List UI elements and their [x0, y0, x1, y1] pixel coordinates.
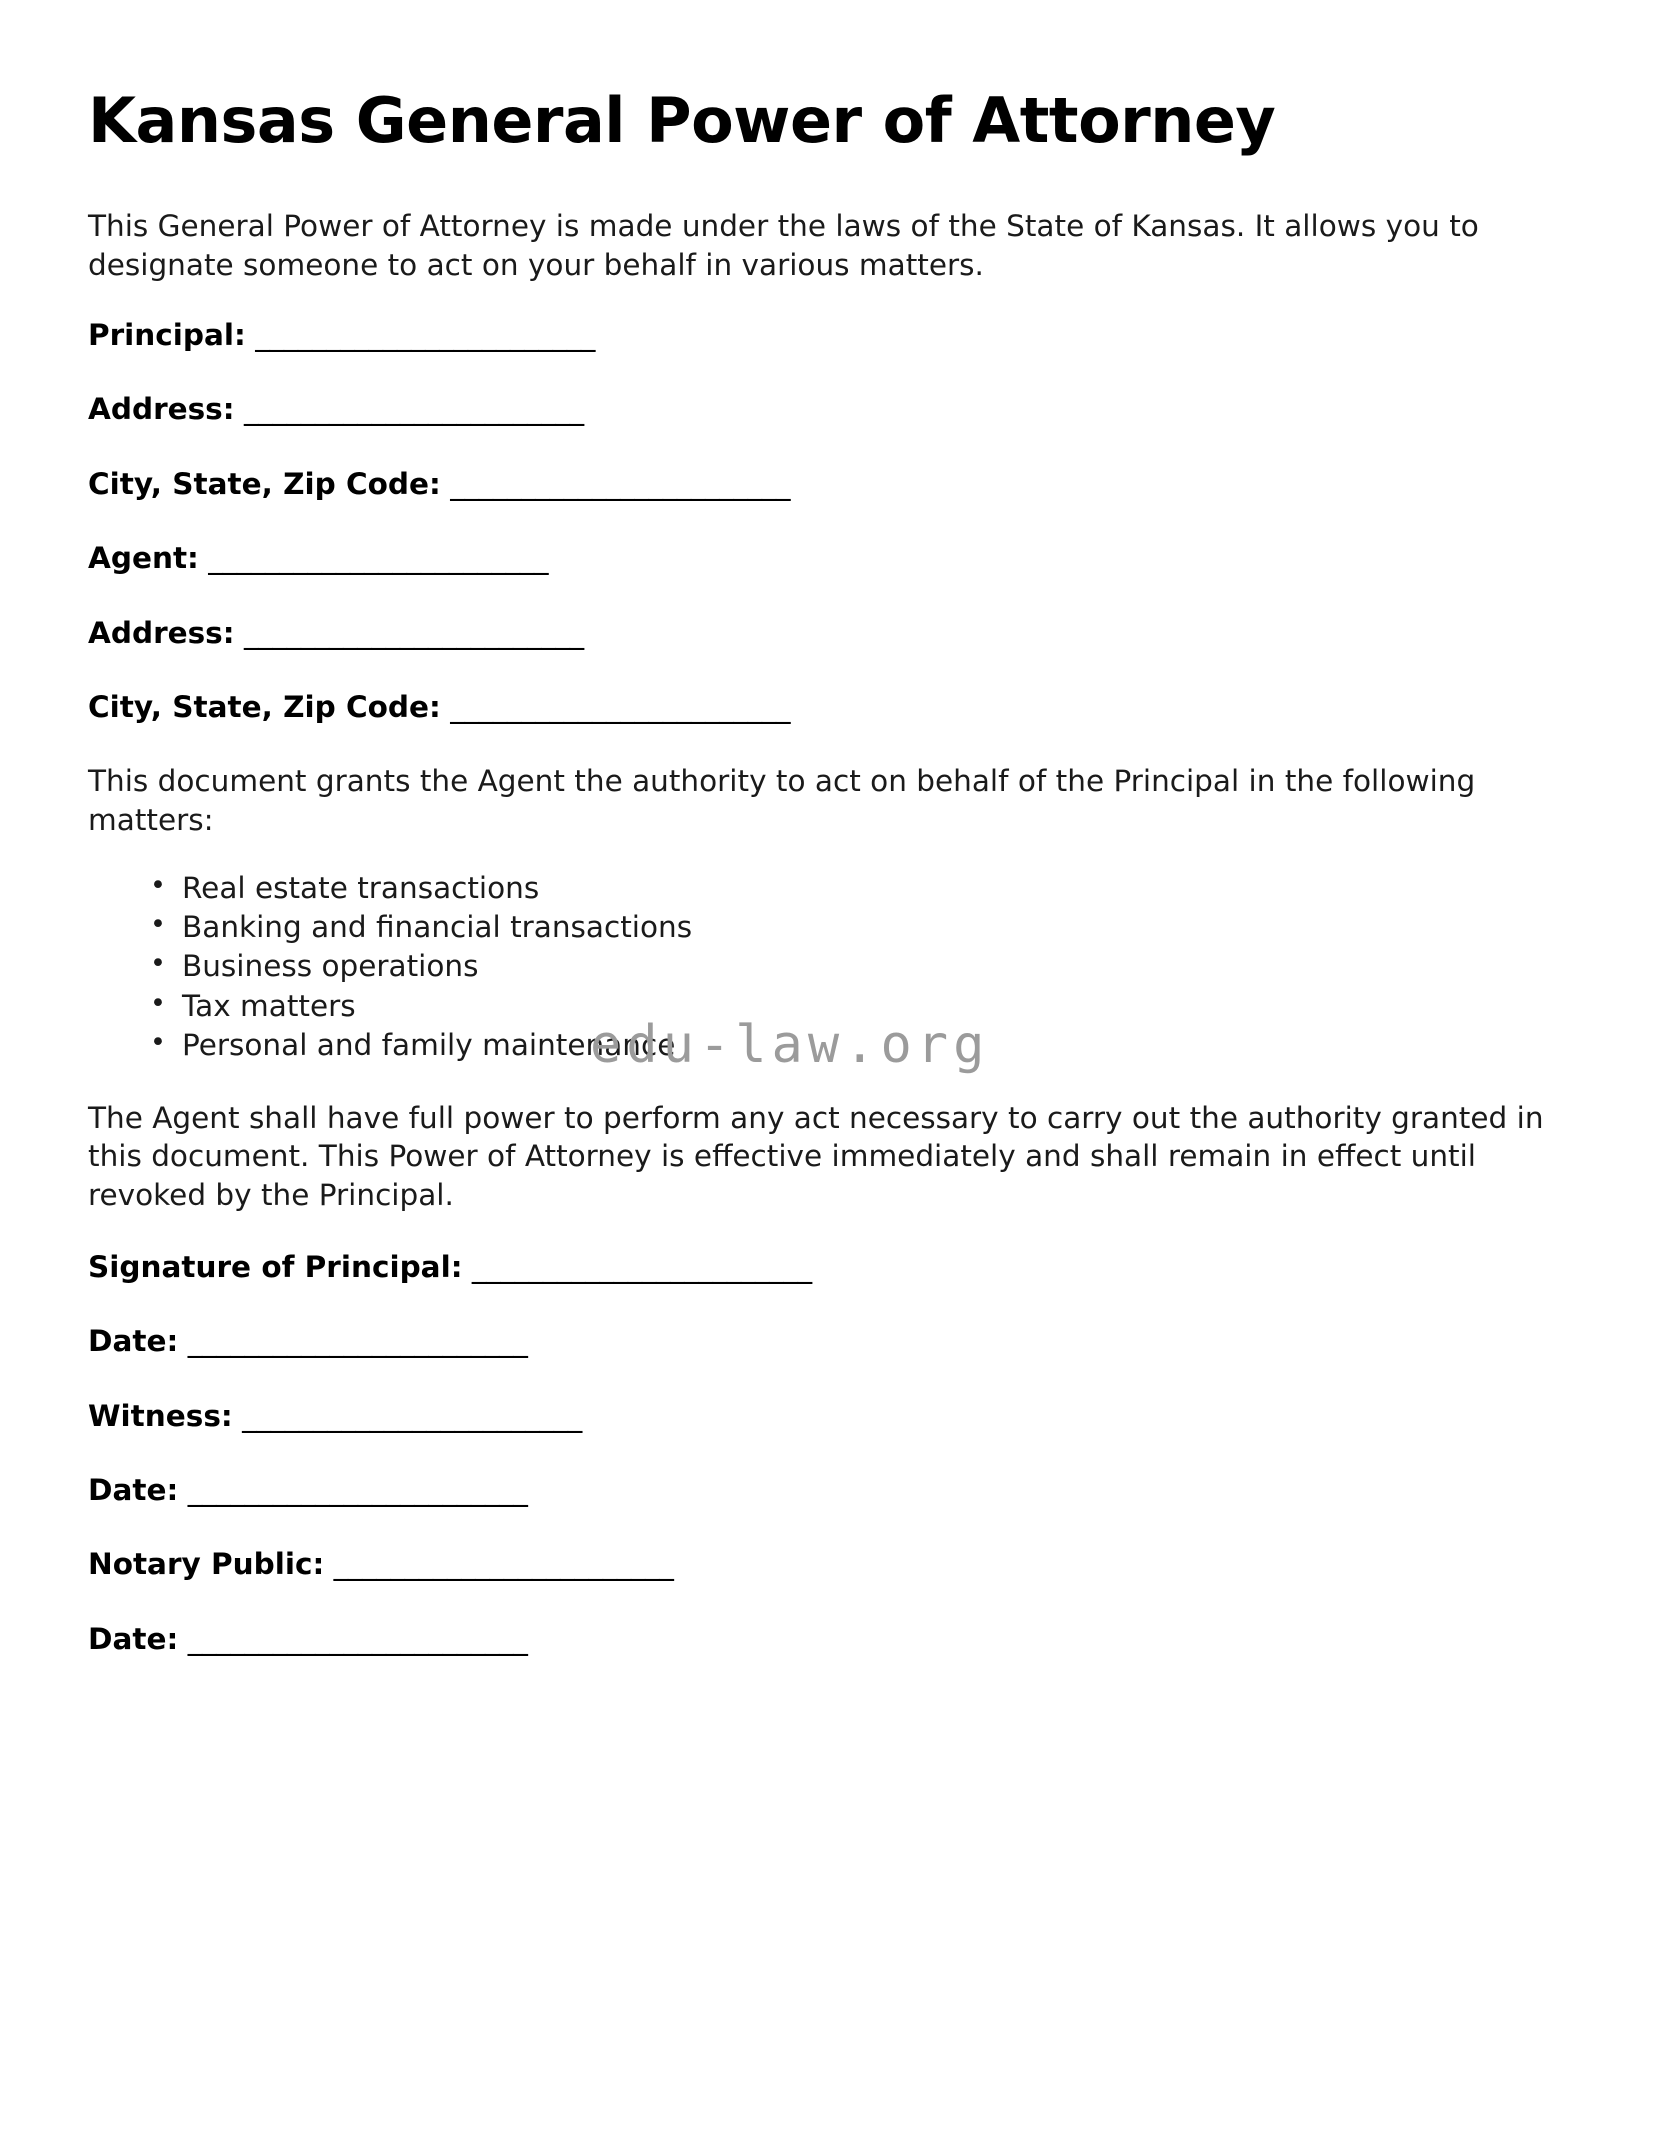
field-row-agent-city-state-zip — [88, 688, 1554, 726]
field-row-signature-of-principal — [88, 1248, 1554, 1286]
intro-paragraph: This General Power of Attorney is made under the laws of the State of Kansas. It allows you to designate someone to act on your behalf in various matters. — [88, 209, 1479, 282]
field-row-witness-date — [88, 1471, 1554, 1509]
field-blank-principal-date[interactable]: ________________________ — [187, 1324, 528, 1359]
list-item: • Business operations — [150, 947, 1554, 986]
list-item: • Personal and family maintenance — [150, 1026, 1554, 1065]
field-blank-agent-address[interactable]: ________________________ — [243, 615, 584, 650]
list-item: • Tax matters — [150, 987, 1554, 1026]
field-label-witness-date: Date: — [88, 1473, 179, 1508]
field-label-principal-city-state-zip: City, State, Zip Code: — [88, 466, 441, 501]
field-label-principal-date: Date: — [88, 1324, 179, 1359]
field-blank-principal[interactable]: ________________________ — [255, 318, 595, 353]
grant-paragraph: This document grants the Agent the authority to act on behalf of the Principal in the following matters: — [88, 764, 1476, 837]
field-blank-notary-public[interactable]: ________________________ — [333, 1547, 674, 1582]
field-blank-principal-address[interactable]: ________________________ — [243, 392, 584, 427]
field-label-agent-city-state-zip: City, State, Zip Code: — [88, 689, 441, 724]
field-blank-signature-of-principal[interactable]: ________________________ — [471, 1250, 812, 1285]
field-row-notary-public — [88, 1545, 1554, 1583]
field-blank-witness[interactable]: ________________________ — [242, 1398, 582, 1433]
list-item: • Real estate transactions — [150, 869, 1554, 908]
field-blank-principal-city-state-zip[interactable]: ________________________ — [450, 466, 790, 501]
authority-paragraph: The Agent shall have full power to perform any act necessary to carry out the authority granted in this document. This Power of Attorney is effective immediately and shall remain in effect until revoked by the Principal. — [88, 1101, 1544, 1212]
field-row-notary-date — [88, 1620, 1554, 1658]
field-blank-witness-date[interactable]: ________________________ — [187, 1473, 528, 1508]
field-row-principal-address — [88, 390, 1554, 428]
field-label-witness: Witness: — [88, 1398, 233, 1433]
field-label-principal: Principal: — [88, 318, 246, 353]
page-title: Kansas General Power of Attorney — [88, 84, 1276, 157]
field-row-principal-date — [88, 1322, 1554, 1360]
field-blank-agent[interactable]: ________________________ — [208, 541, 548, 576]
field-row-principal-city-state-zip — [88, 465, 1554, 503]
field-label-agent-address: Address: — [88, 615, 235, 650]
field-row-principal — [88, 316, 1554, 354]
watermark: edu-law.org — [590, 1015, 990, 1075]
field-blank-notary-date[interactable]: ________________________ — [187, 1621, 528, 1656]
matters-list — [88, 869, 1554, 1065]
field-label-principal-address: Address: — [88, 392, 235, 427]
field-row-agent-address — [88, 614, 1554, 652]
list-item: • Banking and financial transactions — [150, 908, 1554, 947]
field-label-notary-date: Date: — [88, 1621, 179, 1656]
field-label-agent: Agent: — [88, 541, 199, 576]
field-blank-agent-city-state-zip[interactable]: ________________________ — [450, 689, 790, 724]
field-row-agent — [88, 539, 1554, 577]
field-row-witness — [88, 1397, 1554, 1435]
field-label-signature-of-principal: Signature of Principal: — [88, 1250, 463, 1285]
field-label-notary-public: Notary Public: — [88, 1547, 325, 1582]
signature-section — [88, 1248, 1554, 1658]
